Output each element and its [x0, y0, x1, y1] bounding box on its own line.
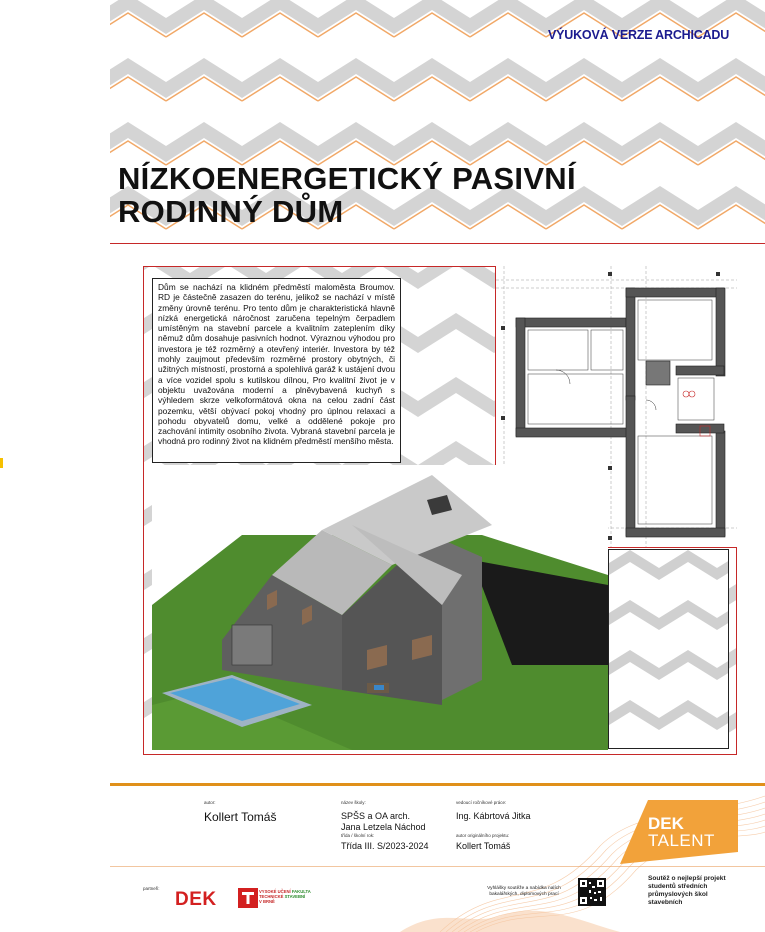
partners-label: partneři: [143, 886, 160, 891]
school-line-1: SPŠS a OA arch. [341, 811, 411, 821]
school-value [341, 811, 426, 833]
original-author-label: autor originálního projektu: [456, 833, 510, 838]
uni-line-5: STAVEBNÍ [284, 894, 306, 899]
contest-description: Soutěž o nejlepší projekt studentů středních průmyslových škol stavebních [648, 875, 726, 906]
teacher-value: Ing. Kábrtová Jitka [456, 811, 531, 821]
original-author-value: Kollert Tomáš [456, 841, 511, 851]
description-text: Dům se nachází na klidném předměstí maloměsta Broumov. RD je částečně zasazen do terénu, jelikož se nachází v místě změny úrovně terénu. Pro tento dům je charakteristická hlavně nízká energetická náročnost zaručena tepelným čerpadlem umístěným na stavební parcele a kvalitním zateplením díky němuž dům dosahuje pasivních hodnot. Výraznou výhodou pro investora je též rozměrný a otevřený interiér. Investora by též mohly zaujmout především rozměrné prostory obytných, či užitných místností, prostorná a spolehlivá garáž k ustájení dvou a více vozidel spolu s kutilskou dílnou, Pro kvalitní život je v objektu uvažována moderní a plněvybavená kuchyň s výhledem skrze velkoformátová okna na celou zadní část pozemku, větší obývací pokoj vhodný pro úplnou relaxaci a pohodu obyvatelů domu, velké a oddělené pokoje pro zachování intimity osobního života. Vybraná stavební parcela je vhodná pro rodinný život na klidném předměstí menšího města. [158, 282, 395, 447]
dek-talent-text [648, 815, 715, 849]
uni-line-2: TECHNICKÉ [259, 894, 284, 899]
vut-fast-text [259, 889, 315, 904]
title-line-1: NÍZKOENERGETICKÝ PASIVNÍ [118, 161, 576, 196]
class-label: třída / školní rok: [341, 833, 375, 838]
talent-line-1: DEK [648, 814, 684, 833]
side-chevron-panel [608, 549, 729, 749]
header-divider [110, 243, 765, 244]
project-description [152, 278, 401, 463]
teacher-label: vedoucí ročníkové práce: [456, 800, 507, 805]
qr-code-icon [578, 878, 606, 906]
footer-inner-divider [110, 866, 765, 867]
contest-note: Vyhlášky soutěže a nabídka nalích bakalářských, diplomových prací [487, 886, 561, 897]
edge-marker [0, 458, 3, 468]
uni-line-3: V BRNĚ [259, 899, 275, 904]
page-title [118, 162, 678, 228]
dek-logo: DEK [175, 889, 217, 910]
school-line-2: Jana Letzela Náchod [341, 822, 426, 832]
author-value: Kollert Tomáš [204, 810, 277, 824]
uni-line-1: VYSOKÉ UČENÍ [259, 889, 291, 894]
author-label: autor: [204, 800, 216, 805]
software-edition-label: VÝUKOVÁ VERZE ARCHICADU [548, 28, 730, 42]
house-3d-render [152, 465, 608, 750]
talent-line-2: TALENT [648, 831, 715, 850]
vut-logo-icon [238, 888, 258, 913]
class-value: Třída III. S/2023-2024 [341, 841, 429, 851]
title-line-2: RODINNÝ DŮM [118, 194, 344, 229]
school-label: název školy: [341, 800, 366, 805]
uni-line-4: FAKULTA [291, 889, 311, 894]
